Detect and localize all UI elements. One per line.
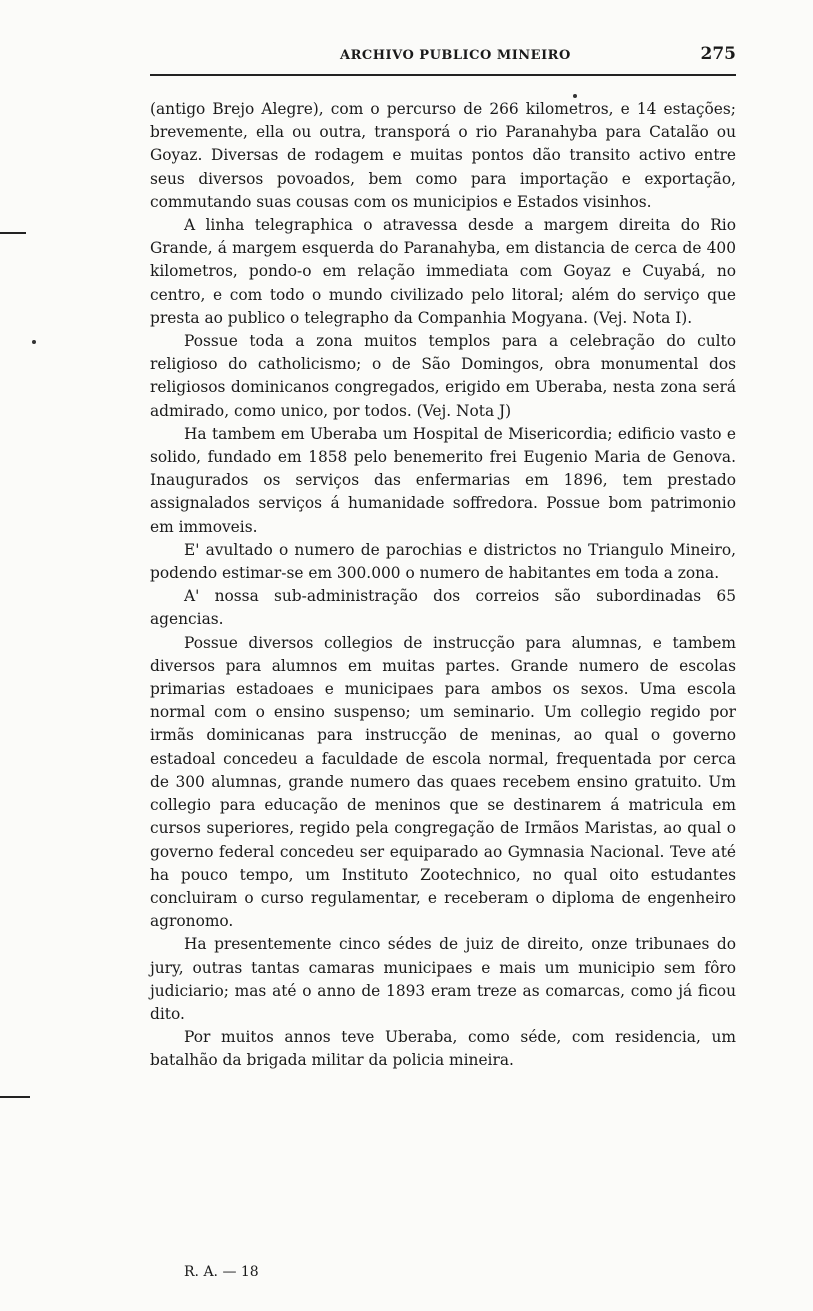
- signature-mark: R. A. — 18: [184, 1264, 259, 1280]
- paragraph: Ha tambem em Uberaba um Hospital de Misericordia; edificio vasto e solido, fundado em 1858 pelo benemerito frei Eugenio Maria de Genova. Inaugurados os serviços das enfermarias em 1896, tem prestado assignalados serviços á humanidade soffredora. Possue bom patrimonio em immoveis.: [150, 424, 736, 536]
- margin-mark: [0, 232, 26, 234]
- paragraph: A' nossa sub-administração dos correios são subordinadas 65 agencias.: [150, 587, 736, 629]
- paragraph: Possue diversos collegios de instrucção para alumnas, e tambem diversos para alumnos em muitas partes. Grande numero de escolas primarias estadoaes e municipaes para ambos os sexos. Uma escola normal com o ensino suspenso; um seminario. Um collegio regido por irmãs dominicanas para instrucção de meninas, ao qual o governo estadoal concedeu a faculdade de escola normal, frequentada por cerca de 300 alumnas, grande numero das quaes recebem ensino gratuito. Um collegio para educação de meninos que se destinarem á matricula em cursos superiores, regido pela congregação de Irmãos Maristas, ao qual o governo federal concedeu ser equiparado ao Gymnasia Nacional. Teve até ha pouco tempo, um Instituto Zootechnico, no qual oito estudantes concluiram o curso regulamentar, e receberam o diploma de engenheiro agronomo.: [150, 633, 736, 931]
- paragraph: A linha telegraphica o atravessa desde a margem direita do Rio Grande, á margem esquerda do Paranahyba, em distancia de cerca de 400 kilometros, pondo-o em relação immediata com Goyaz e Cuyabá, no centro, e com todo o mundo civilizado pelo litoral; além do serviço que presta ao publico o telegrapho da Companhia Mogyana. (Vej. Nota I).: [150, 216, 736, 327]
- paragraph: E' avultado o numero de parochias e districtos no Triangulo Mineiro, podendo estimar-se em 300.000 o numero de habitantes em toda a zona.: [150, 540, 736, 583]
- article-text: [150, 98, 736, 1073]
- running-title: ARCHIVO PUBLICO MINEIRO: [340, 48, 571, 63]
- paragraph: Por muitos annos teve Uberaba, como séde, com residencia, um batalhão da brigada militar da policia mineira.: [150, 1028, 736, 1070]
- paragraph: (antigo Brejo Alegre), com o percurso de 266 kilometros, e 14 estações; brevemente, ella ou outra, transporá o rio Paranahyba para Catalão ou Goyaz. Diversas de rodagem e muitas pontos dão transito activo entre seus diversos povoados, bem como para importação e exportação, commutando suas cousas com os municipios e Estados visinhos.: [150, 100, 736, 211]
- page-number: 275: [700, 44, 736, 64]
- page-header: [150, 44, 736, 76]
- paragraph: Possue toda a zona muitos templos para a celebração do culto religioso do catholicismo; o de São Domingos, obra monumental dos religiosos dominicanos congregados, erigido em Uberaba, nesta zona será admirado, como unico, por todos. (Vej. Nota J): [150, 332, 736, 420]
- margin-mark: [0, 1096, 30, 1098]
- paragraph: Ha presentemente cinco sédes de juiz de direito, onze tribunaes do jury, outras tantas camaras municipaes e mais um municipio sem fôro judiciario; mas até o anno de 1893 eram treze as comarcas, como já ficou dito.: [150, 935, 736, 1023]
- margin-speck: [32, 340, 36, 344]
